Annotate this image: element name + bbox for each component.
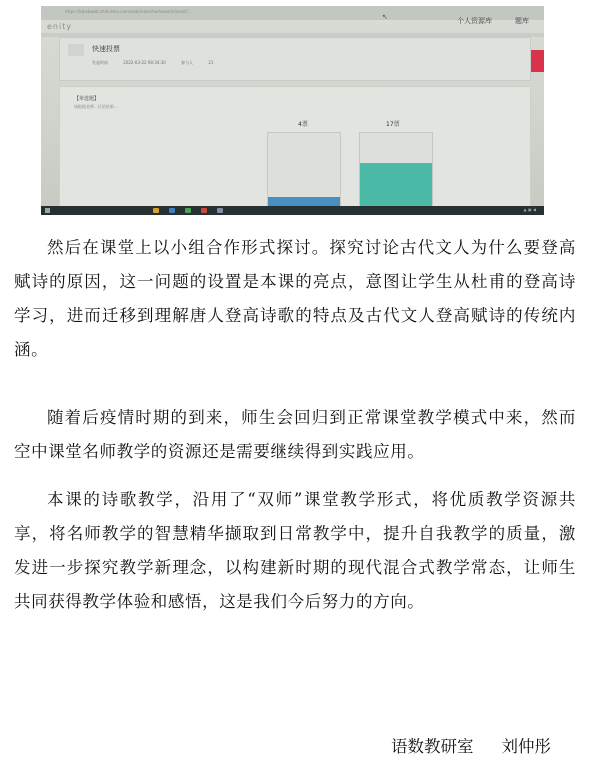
question-text: 请根据老师...讨论结果...	[74, 104, 118, 109]
signature	[391, 733, 551, 757]
side-tab-red[interactable]	[529, 50, 544, 72]
quiz-meta	[92, 60, 227, 66]
app-icon[interactable]	[185, 208, 191, 213]
signature-author: 刘仲彤	[501, 737, 551, 756]
quiz-icon	[68, 44, 84, 56]
taskbar-clock: ▲ ▣ ◀	[523, 207, 536, 212]
browser-url: https://ktpsbweb.zhihuishu.com/web/index/homework/result?...	[65, 9, 192, 14]
vote-bar-2	[359, 132, 433, 208]
nav-personal-resources[interactable]: 个人资源库	[457, 17, 492, 25]
browser-icon[interactable]	[169, 208, 175, 213]
vote-bar-1	[267, 132, 341, 208]
projected-screen	[41, 6, 544, 206]
os-taskbar	[41, 206, 544, 215]
bar-label-2: 17票	[386, 121, 400, 128]
bar-label-1: 4票	[298, 121, 308, 128]
quiz-title: 快速投票	[92, 45, 120, 53]
paragraph-2: 随着后疫情时期的到来，师生会回归到正常课堂教学模式中来，然而空中课堂名师教学的资源还是需要继续得到实践应用。	[14, 408, 576, 461]
quiz-meta-label-time: 发起时间	[92, 60, 108, 65]
paragraph-3: 本课的诗歌教学，沿用了“双师”课堂教学形式，将优质教学资源共享，将名师教学的智慧精华撷取到日常教学中，提升自我教学的质量，激发进一步探究教学新理念，以构建新时期的现代混合式教学常态，让师生共同获得教学体验和感悟，这是我们今后努力的方向。	[14, 490, 576, 611]
site-brand: enity	[47, 22, 73, 31]
media-icon[interactable]	[201, 208, 207, 213]
quiz-header-card	[59, 37, 531, 81]
vote-bar-fill-2	[360, 163, 432, 207]
question-type: 【单选题】	[74, 96, 100, 102]
folder-icon[interactable]	[153, 208, 159, 213]
mouse-cursor-icon: ↖	[382, 13, 388, 21]
signature-office: 语数教研室	[391, 737, 474, 756]
windows-start-icon[interactable]	[45, 208, 50, 213]
quiz-meta-label-participants: 参与人	[181, 60, 194, 65]
quiz-meta-participants: 21	[208, 60, 214, 65]
classroom-screen-photo	[41, 6, 544, 215]
paragraph-1: 然后在课堂上以小组合作形式探讨。探究讨论古代文人为什么要登高赋诗的原因，这一问题的设置是本课的亮点，意图让学生从杜甫的登高诗学习，进而迁移到理解唐人登高诗歌的特点及古代文人登高赋诗的传统内涵。	[14, 238, 576, 359]
nav-question-bank[interactable]: 题库	[515, 17, 529, 25]
settings-icon[interactable]	[217, 208, 223, 213]
quiz-meta-time: 2022-03-22 08:34:30	[123, 60, 166, 65]
